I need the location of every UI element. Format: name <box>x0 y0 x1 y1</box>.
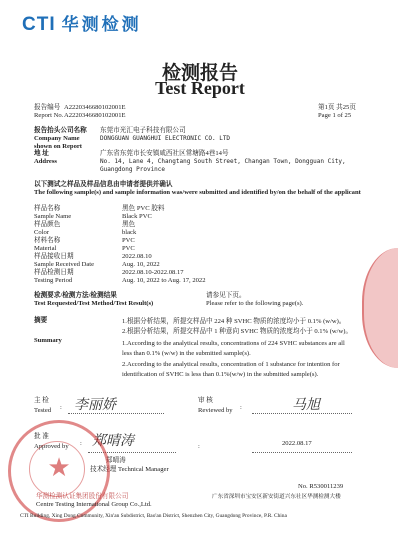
color-value-en: black <box>122 229 137 236</box>
test-requested-value-en: Please refer to the following page(s). <box>206 300 304 307</box>
reviewed-label-cn: 审 核 <box>198 397 213 404</box>
address-cn: 广东省东莞市长安镇咸西社区常塘路4巷14号 <box>100 150 229 157</box>
report-title-cn: 检测报告 <box>161 63 238 84</box>
address-label-en: Address <box>34 158 57 165</box>
address-en-line-2: Guangdong Province <box>100 166 166 173</box>
testing-period-value: 2022.08.10-2022.08.17 <box>122 269 184 276</box>
reviewed-label-en: Reviewed by <box>198 407 233 414</box>
sample-heading-cn: 以下测试之样品及样品信息由申请者提供并确认 <box>34 181 173 188</box>
summary-en-line-1a: 1.According to the analytical results, concentrations of 224 SVHC substances are all <box>122 340 345 347</box>
received-date-label-en: Sample Received Date <box>34 261 95 268</box>
date-label: : <box>198 443 200 450</box>
tested-signature: 李丽娇 <box>74 397 116 413</box>
date-line <box>252 452 352 453</box>
page-number-cn: 第1页 共25页 <box>318 104 356 111</box>
footer-address-en: CTI Building, Xing Dong Community, Xin'an Subdistrict, Bao'an District, Shenzhen City, Guangdong Province, P.R. China <box>20 513 287 519</box>
sample-name-value: 黑色 PVC 胶料 <box>122 205 165 212</box>
color-label-cn: 样品颜色 <box>34 221 61 228</box>
testing-period-label-cn: 样品检测日期 <box>34 269 74 276</box>
color-value: 黑色 <box>122 221 136 228</box>
test-requested-value-cn: 请参见下页。 <box>206 292 246 299</box>
address-label-cn: 地 址 <box>34 150 49 157</box>
report-no-label-en: Report No. <box>34 112 64 119</box>
tested-colon: : <box>60 404 62 411</box>
logo-latin: CTI <box>22 14 56 35</box>
summary-cn-line-1: 1.根据分析结果，所提交样品中 224 种 SVHC 物质的浓度均小于 0.1% (w/w)。 <box>122 318 346 325</box>
footer-company-en: Centre Testing International Group Co.,Ltd. <box>36 501 152 508</box>
footer-document-number: No. R530011239 <box>298 483 344 490</box>
summary-label-en: Summary <box>34 337 62 344</box>
sample-name-label-cn: 样品名称 <box>34 205 61 212</box>
footer-address-cn: 广东省深圳市宝安区新安街道兴东社区华测检测大楼 <box>212 494 341 500</box>
reviewed-signature: 马旭 <box>292 397 320 413</box>
tested-signature-line <box>68 413 164 414</box>
summary-en-line-2b: identification of SVHC is less than 0.1%(w/w) in the submitted sample(s). <box>122 371 319 378</box>
summary-cn-line-2: 2.根据分析结果，所提交样品中 1 种意向 SVHC 物质的浓度均小于 0.1% (w/w)。 <box>122 328 353 335</box>
approved-label-cn: 批 准 <box>34 433 49 440</box>
material-label-cn: 材料名称 <box>34 237 61 244</box>
material-label-en: Material <box>34 245 57 252</box>
sample-heading-en: The following sample(s) and sample information was/were submitted and identified by/on the behalf of the applicant <box>34 189 361 196</box>
material-value: PVC <box>122 237 135 244</box>
company-name-en: DONGGUAN GUANGHUI ELECTRONIC CO. LTD <box>100 135 231 142</box>
summary-label-cn: 摘要 <box>34 317 48 324</box>
received-date-value-en: Aug. 10, 2022 <box>122 261 160 268</box>
approved-label-en: Approved by <box>34 443 69 450</box>
company-logo <box>22 10 142 36</box>
test-requested-label-en: Test Requested/Test Method/Test Result(s) <box>34 300 154 307</box>
approved-signature: 郑晴涛 <box>92 433 134 449</box>
report-no-label-cn: 报告编号 <box>34 104 61 111</box>
company-name-label-en: Company Name shown on Report <box>34 135 82 150</box>
test-requested-label-cn: 检测要求/检测方法/检测结果 <box>34 292 117 299</box>
report-title-en: Test Report <box>155 78 245 98</box>
company-seal-stamp: ★ <box>8 420 110 522</box>
logo-chinese: 华测检测 <box>61 15 142 34</box>
testing-period-label-en: Testing Period <box>34 277 73 284</box>
sample-name-value-en: Black PVC <box>122 213 152 220</box>
report-no-value: A2220346680102001E <box>64 104 126 111</box>
company-name-cn: 东莞市光汇电子科技有限公司 <box>100 127 186 134</box>
received-date-value: 2022.08.10 <box>122 253 152 260</box>
testing-period-value-en: Aug. 10, 2022 to Aug. 17, 2022 <box>122 277 206 284</box>
received-date-label-cn: 样品接收日期 <box>34 253 74 260</box>
footer-company-cn: 华测检测认证集团股份有限公司 <box>36 493 129 500</box>
reviewed-colon: : <box>240 404 242 411</box>
color-label-en: Color <box>34 229 50 236</box>
page-edge-seal <box>362 248 398 368</box>
approved-colon: : <box>80 440 82 447</box>
address-en-line-1: No. 14, Lane 4, Changtang South Street, Changan Town, Dongguan City, <box>100 158 346 165</box>
tested-label-cn: 主 检 <box>34 397 49 404</box>
approver-title: 技术经理 Technical Manager <box>90 466 169 473</box>
reviewed-signature-line <box>252 413 352 414</box>
page-number-en: Page 1 of 25 <box>318 112 352 119</box>
report-no-value-2: A2220346680102001E <box>64 112 126 119</box>
company-name-label-cn: 报告抬头公司名称 <box>34 127 87 134</box>
sample-name-label-en: Sample Name <box>34 213 72 220</box>
approver-name: 郑晴涛 <box>106 457 126 464</box>
summary-en-line-1b: less than 0.1% (w/w) in the submitted sample(s). <box>122 350 251 357</box>
material-value-en: PVC <box>122 245 135 252</box>
tested-label-en: Tested <box>34 407 52 414</box>
report-date: 2022.08.17 <box>282 440 312 447</box>
summary-en-line-2a: 2.According to the analytical results, concentration of 1 substance for intention for <box>122 361 340 368</box>
